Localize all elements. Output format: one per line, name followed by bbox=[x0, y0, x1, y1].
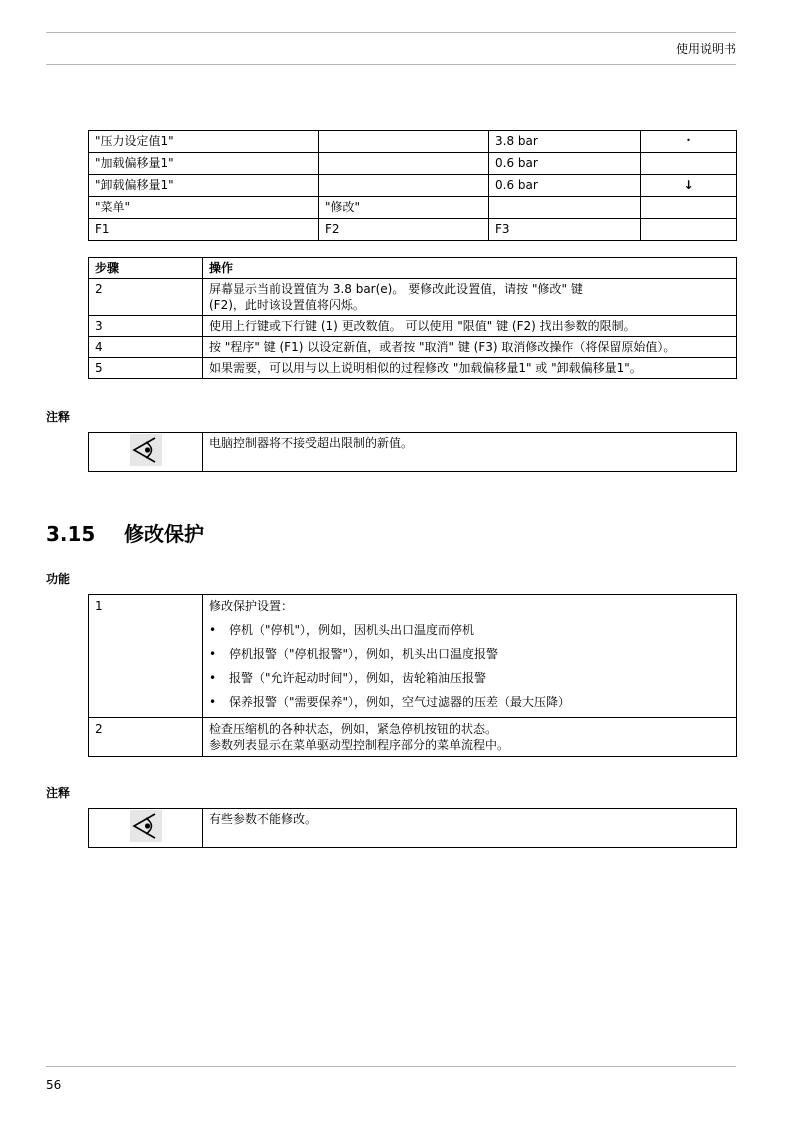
display-cell bbox=[319, 153, 489, 175]
table-header-row bbox=[89, 258, 737, 279]
function-description: 检查压缩机的各种状态，例如，紧急停机按钮的状态。 参数列表显示在菜单驱动型控制程序部分的菜单流程中。 bbox=[203, 718, 737, 757]
note-table bbox=[88, 808, 737, 848]
table-row bbox=[89, 279, 737, 316]
section-heading bbox=[46, 518, 204, 547]
function-number: 2 bbox=[89, 718, 203, 757]
list-item: • 停机报警（"停机报警"），例如，机头出口温度报警 bbox=[209, 647, 499, 661]
table-row bbox=[89, 809, 737, 848]
display-cell: F3 bbox=[489, 219, 641, 241]
display-cell bbox=[641, 219, 737, 241]
note-table bbox=[88, 432, 737, 472]
table-row bbox=[89, 337, 737, 358]
display-cell bbox=[319, 131, 489, 153]
arrow-down-icon: ↓ bbox=[641, 175, 737, 197]
display-cell: "卸载偏移量1" bbox=[89, 175, 319, 197]
table-row bbox=[89, 433, 737, 472]
list-item: • 停机（"停机"），例如，因机头出口温度而停机 bbox=[209, 623, 475, 637]
note-icon-cell bbox=[89, 809, 203, 848]
display-cell: F2 bbox=[319, 219, 489, 241]
note-text: 电脑控制器将不接受超出限制的新值。 bbox=[203, 433, 737, 472]
step-number: 3 bbox=[89, 316, 203, 337]
list-item: • 报警（"允许起动时间"），例如，齿轮箱油压报警 bbox=[209, 671, 487, 685]
display-cell: 3.8 bar bbox=[489, 131, 641, 153]
column-header-action: 操作 bbox=[203, 258, 737, 279]
section-title: 修改保护 bbox=[124, 522, 204, 546]
table-row bbox=[89, 316, 737, 337]
step-number: 2 bbox=[89, 279, 203, 316]
header-rule-bottom bbox=[46, 64, 736, 65]
table-row bbox=[89, 131, 737, 153]
note-text: 有些参数不能修改。 bbox=[203, 809, 737, 848]
table-row bbox=[89, 175, 737, 197]
display-cell: F1 bbox=[89, 219, 319, 241]
display-cell: 0.6 bar bbox=[489, 175, 641, 197]
table-row bbox=[89, 153, 737, 175]
table-row bbox=[89, 219, 737, 241]
step-action: 按 "程序" 键 (F1) 以设定新值，或者按 "取消" 键 (F3) 取消修改操作（将保留原始值）。 bbox=[203, 337, 737, 358]
function-label: 功能 bbox=[46, 572, 71, 586]
section-number: 3.15 bbox=[46, 522, 96, 546]
page-number: 56 bbox=[46, 1078, 62, 1092]
scroll-dot-icon: • bbox=[686, 136, 691, 145]
step-number: 4 bbox=[89, 337, 203, 358]
note-icon-cell bbox=[89, 433, 203, 472]
step-action: 如果需要，可以用与以上说明相似的过程修改 "加载偏移量1" 或 "卸载偏移量1"。 bbox=[203, 358, 737, 379]
display-cell: 0.6 bar bbox=[489, 153, 641, 175]
note-label: 注释 bbox=[46, 786, 71, 800]
eye-icon bbox=[129, 433, 163, 467]
note-label: 注释 bbox=[46, 410, 71, 424]
table-row bbox=[89, 718, 737, 757]
function-table bbox=[88, 594, 737, 757]
display-cell: "加载偏移量1" bbox=[89, 153, 319, 175]
display-cell bbox=[641, 153, 737, 175]
display-cell bbox=[489, 197, 641, 219]
function-number: 1 bbox=[89, 595, 203, 718]
header-title: 使用说明书 bbox=[675, 42, 736, 56]
header-rule-top bbox=[46, 32, 736, 33]
footer-rule bbox=[46, 1066, 736, 1067]
steps-table bbox=[88, 257, 737, 379]
display-cell: "菜单" bbox=[89, 197, 319, 219]
function-description bbox=[203, 595, 737, 718]
step-action: 使用上行键或下行键 (1) 更改数值。 可以使用 "限值" 键 (F2) 找出参数的限制。 bbox=[203, 316, 737, 337]
table-row bbox=[89, 358, 737, 379]
display-cell: "修改" bbox=[319, 197, 489, 219]
column-header-step: 步骤 bbox=[89, 258, 203, 279]
table-row bbox=[89, 595, 737, 718]
display-cell: "压力设定值1" bbox=[89, 131, 319, 153]
display-table bbox=[88, 130, 737, 241]
list-item: • 保养报警（"需要保养"），例如，空气过滤器的压差（最大压降） bbox=[209, 695, 571, 709]
table-row bbox=[89, 197, 737, 219]
function-intro: 修改保护设置： bbox=[209, 599, 294, 613]
display-cell bbox=[641, 131, 737, 153]
eye-icon bbox=[129, 809, 163, 843]
step-number: 5 bbox=[89, 358, 203, 379]
display-cell bbox=[319, 175, 489, 197]
step-action: 屏幕显示当前设置值为 3.8 bar(e)。 要修改此设置值，请按 "修改" 键 (F2)，此时该设置值将闪烁。 bbox=[203, 279, 737, 316]
display-cell bbox=[641, 197, 737, 219]
